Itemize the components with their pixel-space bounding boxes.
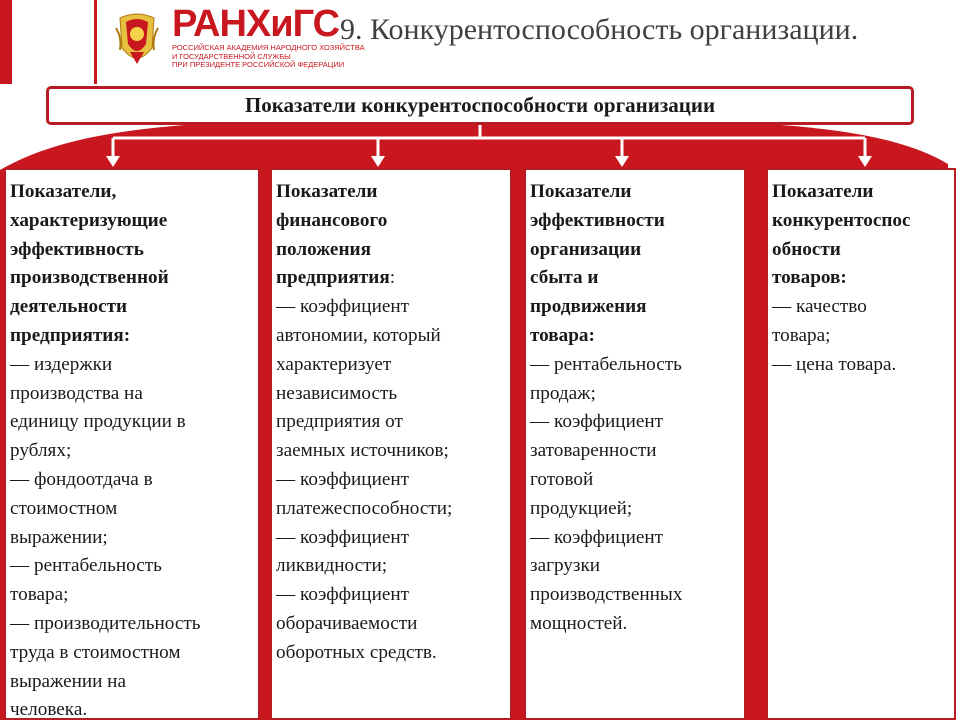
indicator-item-line: — производительность xyxy=(10,612,201,634)
indicator-item-line: автономии, который xyxy=(276,324,441,346)
column-heading-line: положения xyxy=(276,238,371,260)
indicator-item-line: — коэффициент xyxy=(530,526,664,548)
slide-title: 9. Конкурентоспособность организации. xyxy=(340,13,859,46)
column-heading-line: Показатели xyxy=(530,181,632,202)
column-heading-line: характеризующие xyxy=(10,209,168,231)
column-financial-position xyxy=(270,168,512,720)
indicator-item-line: выражении на xyxy=(10,670,126,692)
indicator-item-line: товара; xyxy=(772,324,831,346)
column-heading-line: эффективности xyxy=(530,209,665,231)
indicator-item-line: затоваренности xyxy=(530,440,657,462)
column-heading-line: эффективность xyxy=(10,238,144,260)
column-heading-line: сбыта и xyxy=(530,267,599,289)
indicator-item-line: стоимостном xyxy=(10,497,118,519)
indicator-item-line: выражении; xyxy=(10,526,108,548)
indicator-item-line: — коэффициент xyxy=(530,411,664,433)
column-production-efficiency xyxy=(4,168,260,720)
indicator-item-line: — цена товара. xyxy=(772,353,897,375)
indicator-item-line: — рентабельность xyxy=(10,555,162,577)
indicator-item-line: продукцией; xyxy=(530,497,633,519)
indicator-item-line: — фондоотдача в xyxy=(10,468,153,490)
indicator-item-line: — издержки xyxy=(10,353,113,375)
indicator-item-line: труда в стоимостном xyxy=(10,641,181,663)
indicator-item-line: характеризует xyxy=(276,353,392,375)
column-heading-line: Показатели, xyxy=(10,181,117,202)
column-heading-line: финансового xyxy=(276,209,388,231)
indicator-item-line: человека. xyxy=(10,699,88,720)
indicator-item-line: производства на xyxy=(10,382,143,404)
indicator-item-line: оборотных средств. xyxy=(276,641,437,663)
brand-name: РАНХиГС xyxy=(172,3,340,45)
column-heading-line: организации xyxy=(530,238,642,260)
column-heading-line: производственной xyxy=(10,267,169,289)
indicator-item-line: — коэффициент xyxy=(276,526,410,548)
column-sales-efficiency xyxy=(524,168,746,720)
indicator-item-line: предприятия от xyxy=(276,411,403,433)
indicator-item-line: загрузки xyxy=(530,555,601,577)
indicator-item-line: ликвидности; xyxy=(276,555,388,577)
brand-subtitle-3: ПРИ ПРЕЗИДЕНТЕ РОССИЙСКОЙ ФЕДЕРАЦИИ xyxy=(172,60,345,69)
column-heading-line: товара: xyxy=(530,324,595,346)
indicator-item-line: оборачиваемости xyxy=(276,612,418,634)
indicator-item-line: производственных xyxy=(530,584,683,606)
column-heading-line: Показатели xyxy=(772,181,874,202)
main-indicator-box: Показатели конкурентоспособности организации xyxy=(46,86,914,125)
brand-subtitle-1: РОССИЙСКАЯ АКАДЕМИЯ НАРОДНОГО ХОЗЯЙСТВА xyxy=(172,43,365,52)
column-heading-line: деятельности xyxy=(10,296,128,318)
indicator-item-line: готовой xyxy=(530,468,594,490)
heading-suffix: : xyxy=(389,267,396,289)
column-heading-line: предприятия: xyxy=(276,267,396,289)
column-product-competitiveness xyxy=(766,168,956,720)
indicator-item-line: продаж; xyxy=(530,382,596,404)
indicator-item-line: — рентабельность xyxy=(530,353,682,375)
indicator-item-line: товара; xyxy=(10,584,69,606)
column-heading-line: Показатели xyxy=(276,181,378,202)
indicator-item-line: рублях; xyxy=(10,440,72,462)
indicator-item-line: — коэффициент xyxy=(276,468,410,490)
column-heading-line: продвижения xyxy=(530,296,647,318)
indicator-item-line: — коэффициент xyxy=(276,584,410,606)
indicator-item-line: заемных источников; xyxy=(276,440,449,462)
column-heading-line: предприятия: xyxy=(10,324,131,346)
indicator-item-line: — качество xyxy=(772,296,867,318)
indicator-item-line: мощностей. xyxy=(530,612,628,634)
column-heading-line: обности xyxy=(772,238,841,260)
indicator-item-line: единицу продукции в xyxy=(10,411,186,433)
brand-subtitle-2: И ГОСУДАРСТВЕННОЙ СЛУЖБЫ xyxy=(172,51,291,61)
column-heading-line: товаров: xyxy=(772,267,847,289)
indicator-item-line: платежеспособности; xyxy=(276,497,453,519)
indicator-item-line: — коэффициент xyxy=(276,296,410,318)
column-heading-line: конкурентоспос xyxy=(772,209,911,231)
indicator-item-line: независимость xyxy=(276,382,398,404)
